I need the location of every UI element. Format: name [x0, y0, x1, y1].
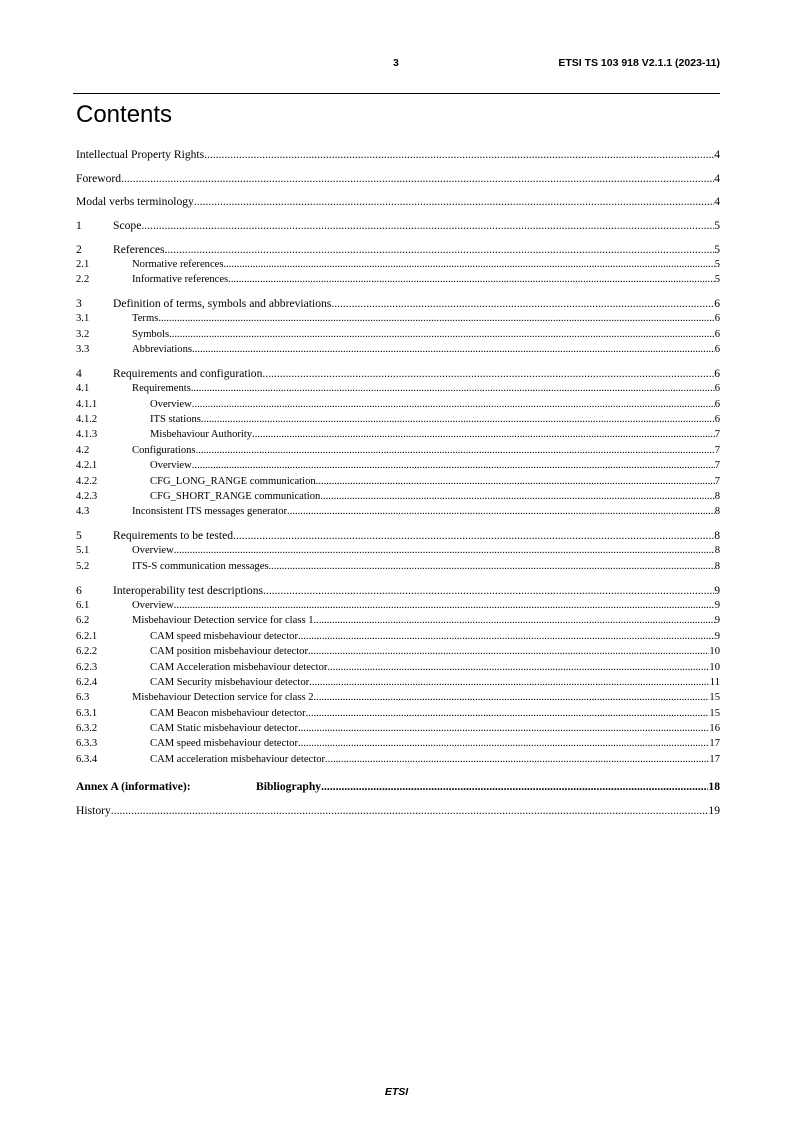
- toc-entry-title: CAM position misbehaviour detector: [150, 646, 309, 658]
- toc-entry-4-2-3[interactable]: [76, 489, 720, 504]
- toc-entry-6-3-1[interactable]: [76, 706, 720, 721]
- toc-dot-leader: [169, 327, 715, 342]
- toc-entry-number: 6.2.4: [76, 676, 98, 688]
- toc-entry-number: 6: [76, 583, 82, 597]
- toc-entry-3-2[interactable]: [76, 327, 720, 342]
- toc-entry-number: 6.3.3: [76, 738, 98, 750]
- toc-dot-leader: [327, 660, 709, 675]
- toc-entry-number: 3.1: [76, 313, 90, 325]
- toc-entry-6-3[interactable]: [76, 690, 720, 705]
- table-of-contents: [76, 147, 720, 818]
- toc-entry-6-1[interactable]: [76, 598, 720, 613]
- toc-dot-leader: [191, 381, 715, 396]
- toc-dot-leader: [321, 779, 708, 794]
- toc-entry-6-3-2[interactable]: [76, 721, 720, 736]
- toc-entry-title: Modal verbs terminology: [76, 195, 194, 209]
- toc-dot-leader: [196, 443, 715, 458]
- toc-entry-page: 19: [708, 803, 720, 817]
- toc-entry-title: Intellectual Property Rights: [76, 148, 205, 161]
- toc-entry-page: 9: [714, 599, 720, 611]
- toc-entry-number: 2.2: [76, 274, 90, 286]
- toc-entry-number: 5.2: [76, 560, 90, 572]
- toc-entry-history[interactable]: [76, 803, 720, 818]
- toc-entry-title: CAM acceleration misbehaviour detector: [150, 753, 326, 765]
- toc-entry-4-2-1[interactable]: [76, 458, 720, 473]
- toc-entry-title: CAM Acceleration misbehaviour detector: [150, 661, 328, 673]
- toc-entry-title: Misbehaviour Detection service for class 1: [132, 615, 314, 627]
- toc-entry-page: 11: [709, 676, 720, 688]
- toc-entry-number: 4.2.2: [76, 475, 98, 487]
- toc-entry-number: 4.1.3: [76, 429, 98, 441]
- toc-entry-title: CFG_LONG_RANGE communication: [150, 475, 316, 487]
- toc-entry-intellectual-property-rights[interactable]: [76, 147, 720, 162]
- toc-entry-page: 4: [714, 195, 720, 209]
- toc-entry-4-1-2[interactable]: [76, 412, 720, 427]
- toc-entry-title: Overview: [132, 545, 174, 557]
- toc-dot-leader: [141, 218, 714, 233]
- toc-dot-leader: [298, 721, 709, 736]
- toc-dot-leader: [287, 504, 715, 519]
- toc-entry-page: 10: [709, 646, 720, 658]
- toc-dot-leader: [314, 690, 710, 705]
- toc-entry-page: 4: [714, 148, 720, 161]
- toc-entry-number: 4.2.3: [76, 491, 98, 502]
- toc-entry-page: 6: [714, 398, 720, 410]
- toc-entry-page: 16: [709, 723, 720, 735]
- toc-entry-number: 6.2.2: [76, 646, 98, 658]
- toc-entry-number: 4.1.1: [76, 398, 98, 410]
- toc-entry-page: 17: [709, 753, 720, 765]
- toc-entry-number: 4.1.2: [76, 414, 98, 426]
- document-reference: ETSI TS 103 918 V2.1.1 (2023-11): [558, 57, 720, 69]
- toc-entry-page: 6: [714, 344, 720, 356]
- toc-entry-6-2-1[interactable]: [76, 629, 720, 644]
- toc-entry-title: Misbehaviour Authority: [150, 429, 253, 441]
- toc-entry-page: 17: [709, 738, 720, 750]
- toc-entry-page: 9: [714, 630, 720, 642]
- toc-dot-leader: [316, 474, 715, 489]
- toc-dot-leader: [194, 194, 714, 209]
- toc-entry-page: 5: [714, 274, 720, 286]
- toc-entry-title: Normative references: [132, 258, 224, 270]
- toc-dot-leader: [269, 559, 715, 574]
- toc-entry-number: 1: [76, 219, 82, 233]
- toc-entry-title: Requirements: [132, 383, 191, 395]
- toc-dot-leader: [192, 458, 715, 473]
- toc-entry-page: 5: [714, 219, 720, 233]
- toc-entry-number: 6.2: [76, 615, 90, 627]
- toc-entry-title: Bibliography: [256, 780, 322, 794]
- toc-entry-page: 9: [714, 615, 720, 627]
- toc-entry-6-2-2[interactable]: [76, 644, 720, 659]
- toc-entry-page: 5: [714, 242, 720, 256]
- toc-entry-title: Informative references: [132, 274, 229, 286]
- toc-entry-modal-verbs[interactable]: [76, 194, 720, 209]
- toc-entry-2-2[interactable]: [76, 272, 720, 287]
- toc-entry-5-1[interactable]: [76, 543, 720, 558]
- toc-entry-4-1-1[interactable]: [76, 397, 720, 412]
- toc-entry-title: Requirements to be tested: [113, 529, 234, 543]
- toc-entry-title: Overview: [132, 599, 174, 611]
- toc-entry-6-3-3[interactable]: [76, 736, 720, 751]
- toc-dot-leader: [298, 736, 709, 751]
- toc-dot-leader: [204, 147, 714, 162]
- toc-entry-title: CAM Security misbehaviour detector: [150, 676, 310, 688]
- toc-entry-page: 5: [714, 258, 720, 270]
- toc-entry-page: 8: [714, 529, 720, 543]
- toc-dot-leader: [306, 706, 710, 721]
- toc-dot-leader: [325, 752, 709, 767]
- toc-dot-leader: [331, 296, 714, 311]
- toc-dot-leader: [233, 528, 714, 543]
- page-header: [76, 57, 720, 71]
- toc-entry-page: 10: [709, 661, 720, 673]
- toc-entry-title: Requirements and configuration: [113, 367, 263, 381]
- toc-dot-leader: [263, 583, 714, 598]
- toc-entry-title: Abbreviations: [132, 344, 193, 356]
- toc-dot-leader: [174, 543, 715, 558]
- toc-entry-page: 7: [714, 444, 720, 456]
- toc-entry-6-2-3[interactable]: [76, 660, 720, 675]
- toc-dot-leader: [252, 427, 715, 442]
- toc-entry-page: 6: [714, 383, 720, 395]
- toc-entry-page: 6: [714, 414, 720, 426]
- toc-entry-2[interactable]: [76, 242, 720, 257]
- toc-entry-1[interactable]: [76, 218, 720, 233]
- toc-entry-page: 7: [714, 475, 720, 487]
- toc-dot-leader: [165, 242, 715, 257]
- toc-entry-number: 2: [76, 242, 82, 256]
- toc-entry-title: References: [113, 242, 165, 256]
- toc-dot-leader: [174, 598, 715, 613]
- toc-entry-4-1[interactable]: [76, 381, 720, 396]
- toc-entry-title: Foreword: [76, 171, 122, 185]
- toc-entry-6-2[interactable]: [76, 613, 720, 628]
- page-number: 3: [393, 57, 399, 69]
- toc-entry-number: 3.2: [76, 328, 90, 340]
- contents-title: Contents: [76, 101, 173, 128]
- toc-entry-page: 6: [714, 297, 720, 311]
- toc-entry-4-1-3[interactable]: [76, 427, 720, 442]
- toc-entry-title: Symbols: [132, 328, 170, 340]
- toc-entry-title: ITS stations: [150, 414, 201, 426]
- toc-entry-5-2[interactable]: [76, 559, 720, 574]
- toc-entry-title: Terms: [132, 313, 159, 325]
- toc-entry-annex-a[interactable]: [76, 779, 720, 794]
- toc-entry-5[interactable]: [76, 528, 720, 543]
- toc-entry-3-3[interactable]: [76, 342, 720, 357]
- toc-entry-4-2[interactable]: [76, 443, 720, 458]
- toc-dot-leader: [111, 803, 709, 818]
- footer-etsi: ETSI: [384, 1086, 409, 1098]
- toc-dot-leader: [320, 489, 714, 504]
- toc-entry-title: Overview: [150, 398, 192, 410]
- toc-entry-page: 4: [714, 171, 720, 185]
- toc-entry-number: 6.2.1: [76, 630, 98, 642]
- toc-entry-number: 4.3: [76, 506, 90, 518]
- toc-entry-title: CAM speed misbehaviour detector: [150, 630, 298, 642]
- toc-entry-page: 6: [714, 328, 720, 340]
- toc-entry-title: Misbehaviour Detection service for class 2: [132, 692, 314, 704]
- toc-entry-number: 5.1: [76, 545, 90, 557]
- toc-entry-page: 15: [709, 692, 720, 704]
- toc-entry-page: 18: [708, 780, 720, 794]
- toc-entry-page: 7: [714, 460, 720, 472]
- toc-entry-number: 4.2: [76, 444, 90, 456]
- toc-entry-page: 6: [714, 313, 720, 325]
- toc-dot-leader: [121, 171, 714, 186]
- toc-entry-number: 4.1: [76, 383, 90, 395]
- toc-dot-leader: [309, 675, 710, 690]
- toc-entry-title: CAM Beacon misbehaviour detector: [150, 707, 306, 719]
- toc-entry-page: 8: [714, 560, 720, 572]
- toc-dot-leader: [262, 366, 714, 381]
- toc-entry-4-2-2[interactable]: [76, 474, 720, 489]
- toc-dot-leader: [158, 311, 714, 326]
- toc-entry-title: Interoperability test descriptions: [113, 583, 264, 597]
- toc-dot-leader: [192, 397, 715, 412]
- toc-entry-number: 6.3: [76, 692, 90, 704]
- toc-entry-title: Scope: [113, 219, 142, 233]
- toc-entry-title: CAM speed misbehaviour detector: [150, 738, 298, 750]
- toc-entry-title: CFG_SHORT_RANGE communication: [150, 491, 321, 502]
- toc-entry-title: Overview: [150, 460, 192, 472]
- toc-entry-number: 4.2.1: [76, 460, 98, 472]
- toc-dot-leader: [298, 629, 715, 644]
- toc-dot-leader: [314, 613, 715, 628]
- toc-entry-page: 8: [714, 506, 720, 518]
- toc-entry-number: 6.2.3: [76, 661, 98, 673]
- toc-entry-number: 3.3: [76, 344, 90, 356]
- toc-entry-page: 7: [714, 429, 720, 441]
- toc-entry-4[interactable]: [76, 366, 720, 381]
- toc-entry-title: Configurations: [132, 444, 196, 456]
- toc-entry-4-3[interactable]: [76, 504, 720, 519]
- toc-entry-6[interactable]: [76, 583, 720, 598]
- header-divider: [73, 93, 720, 94]
- toc-dot-leader: [308, 644, 709, 659]
- toc-entry-number: 4: [76, 367, 82, 381]
- toc-dot-leader: [228, 272, 715, 287]
- annex-label: Annex A (informative):: [76, 780, 191, 794]
- toc-entry-number: 2.1: [76, 258, 90, 270]
- toc-entry-number: 6.1: [76, 599, 90, 611]
- toc-entry-number: 5: [76, 529, 82, 543]
- toc-dot-leader: [223, 257, 714, 272]
- toc-dot-leader: [201, 412, 715, 427]
- toc-entry-2-1[interactable]: [76, 257, 720, 272]
- toc-entry-6-2-4[interactable]: [76, 675, 720, 690]
- toc-entry-3[interactable]: [76, 296, 720, 311]
- toc-entry-number: 6.3.1: [76, 707, 98, 719]
- toc-entry-number: 6.3.2: [76, 723, 98, 735]
- toc-entry-title: History: [76, 803, 111, 817]
- toc-dot-leader: [192, 342, 715, 357]
- toc-entry-page: 8: [714, 545, 720, 557]
- toc-entry-foreword[interactable]: [76, 171, 720, 186]
- toc-entry-title: ITS-S communication messages: [132, 560, 269, 572]
- toc-entry-number: 6.3.4: [76, 753, 98, 765]
- toc-entry-number: 3: [76, 297, 82, 311]
- toc-entry-page: 6: [714, 367, 720, 381]
- toc-entry-3-1[interactable]: [76, 311, 720, 326]
- toc-entry-title: CAM Static misbehaviour detector: [150, 723, 298, 735]
- toc-entry-page: 8: [714, 491, 720, 502]
- toc-entry-title: Inconsistent ITS messages generator: [132, 506, 288, 518]
- toc-entry-page: 9: [714, 583, 720, 597]
- toc-entry-6-3-4[interactable]: [76, 752, 720, 767]
- toc-entry-page: 15: [709, 707, 720, 719]
- toc-entry-title: Definition of terms, symbols and abbreviations: [113, 297, 332, 311]
